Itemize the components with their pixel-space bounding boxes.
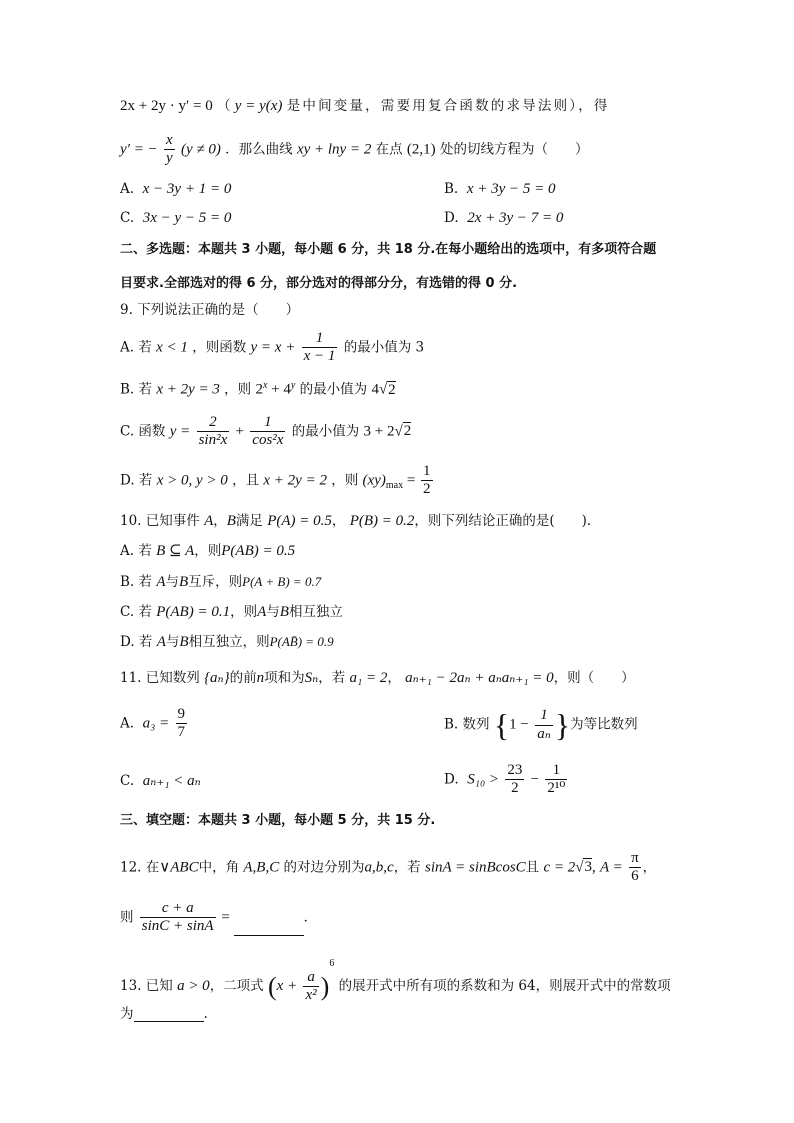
q13-frac [303, 969, 318, 1005]
q13-den: x² [305, 987, 317, 1003]
q11-option-a [120, 706, 189, 742]
q11-n: n [256, 670, 265, 686]
q9-d-mid: ，且 [232, 472, 260, 489]
q10-a-pre: A. 若 [120, 543, 152, 559]
q11-b-num: 1 [535, 707, 553, 725]
q8-line1 [120, 97, 610, 115]
q8-line1-text: 是中间变量，需要用复合函数的求导法则），得 [286, 98, 610, 114]
q10-c-m1: P(AB) = 0.1 [156, 604, 231, 620]
q12-mid4: 且 [525, 859, 540, 876]
q10-b: B [226, 513, 236, 529]
option-label: C. [120, 210, 135, 226]
q10-d-post: 相互独立，则 [188, 634, 270, 650]
q9-b-pre: B. 若 [120, 381, 153, 398]
q9-a-num: 1 [302, 330, 338, 348]
q9-b-coef: 4 [371, 381, 379, 398]
q11-option-d [444, 762, 569, 798]
q10-a: A [204, 513, 214, 529]
q8-line2 [120, 132, 588, 168]
q13-exp: 6 [329, 958, 335, 969]
q13-post: 的展开式中所有项的系数和为 64，则展开式中的常数项 [338, 978, 671, 994]
q9-d-pre: D. 若 [120, 472, 153, 489]
q9-option-a [120, 330, 424, 366]
q9-a-mid: ，则函数 [192, 339, 247, 356]
q11-b-frac [535, 707, 553, 743]
q12-eq: = [217, 909, 234, 926]
q11-b-den: aₙ [537, 725, 551, 742]
q11-d-num1: 23 [505, 762, 524, 780]
q13-line2: 为 [120, 1006, 134, 1022]
q10-b-m3: P(A + B) = 0.7 [242, 574, 322, 589]
q11-a-num: 9 [176, 706, 188, 724]
q8-option-d [444, 209, 563, 227]
q9-a-frac [302, 330, 338, 366]
q11-pre: 11. 已知数列 [120, 670, 200, 686]
q11-d-den1: 2 [511, 780, 519, 797]
q9-b-rad: 2 [388, 381, 396, 398]
q9-d-num: 1 [421, 463, 433, 481]
q12-cond: sinA = sinBcosC [424, 859, 526, 876]
section3-heading: 三、填空题：本题共 3 小题，每小题 5 分，共 15 分. [120, 813, 436, 828]
q9-d-frac [421, 463, 433, 499]
q12-tri: ∨ABC [159, 859, 199, 876]
q9-a-fn: y = x + [250, 339, 296, 356]
q9-d-cond2: x + 2y = 2 [263, 472, 327, 489]
q9-c-num2: 1 [250, 414, 285, 432]
q9-b-post: 的最小值为 [299, 381, 368, 398]
q11-option-b: B. 数列 {1 − $\frac{1}{\text{aₙ}}$ }为等比数列 [444, 707, 638, 743]
q10-pb: P(B) = 0.2 [349, 513, 415, 529]
q10-c-m2: A [257, 604, 267, 620]
q8-yprime: y′ = − [120, 141, 158, 158]
q10-d-m2: B [179, 634, 189, 650]
q11-d-num2: 1 [545, 762, 567, 780]
q9-c-den2: cos²x [252, 432, 284, 449]
q9-b-exp2: y [290, 380, 296, 391]
q12-a-num: π [629, 850, 641, 868]
q9-c-plus: + [235, 423, 244, 440]
q10-c-mid: ，则 [230, 604, 258, 620]
q9-c-pre: C. 函数 [120, 423, 166, 440]
q10-comma: ， [213, 513, 227, 529]
q12-line2-end: ． [303, 909, 318, 926]
q12-answer-blank[interactable] [234, 921, 304, 936]
q10-b-m2: B [178, 574, 189, 590]
q11-d-minus: − [530, 771, 540, 788]
q11-a1: a₁ = 2 [349, 670, 388, 686]
q11-d-label: D. [444, 771, 459, 788]
q9-d-mid2: ，则 [331, 472, 359, 489]
q9-a-post: 的最小值为 3 [343, 339, 425, 356]
q11-option-c [120, 772, 201, 790]
q9-c-den1: sin²x [198, 432, 228, 449]
q12-c-rad: 3 [584, 859, 592, 876]
q11-s: Sₙ [304, 670, 319, 686]
option-value: x − 3y + 1 = 0 [142, 181, 232, 197]
q13-mid: ，二项式 [209, 978, 264, 994]
q8-frac-den: y [165, 150, 173, 167]
q11-b-post: 为等比数列 [570, 716, 638, 733]
section2-heading-line2: 目要求.全部选对的得 6 分，部分选对的得部分分，有选错的得 0 分. [120, 276, 518, 291]
q9-b-base1: 2 [255, 381, 263, 398]
q9-c-post: 的最小值为 [291, 423, 360, 440]
option-label: A. [120, 181, 135, 197]
q9-option-c: C. 函数 y = $\frac{2}{\text{sin²x}}$ + $\frac{1}{\text{cos²x}}$ 的最小值为 3 + 2√2 [120, 414, 412, 449]
q9-d-eq: = [403, 472, 420, 489]
q8-point: (2,1) [406, 141, 436, 158]
q8-derivative-eq: 2x + 2y · y′ = 0 [120, 98, 213, 114]
q10-option-d [120, 633, 334, 651]
q9-stem: 9. 下列说法正确的是（ ） [120, 302, 300, 318]
q13-answer-blank[interactable] [134, 1007, 204, 1022]
option-label: D. [444, 210, 459, 226]
q10-c-post2: 相互独立 [288, 604, 343, 620]
q10-a-m2: P(AB) = 0.5 [221, 543, 296, 559]
q10-c-post: 与 [266, 604, 280, 620]
q10-mid: 满足 [235, 513, 263, 529]
q13-num: a [303, 969, 318, 987]
q10-d-m1: A [156, 634, 166, 650]
q11-b-one: 1 − [509, 716, 529, 733]
q10-a-m1: B ⊆ A [156, 543, 195, 559]
q11-a-frac [176, 706, 188, 742]
q12-mid3: ，若 [393, 859, 421, 876]
q10-c-pre: C. 若 [120, 604, 152, 620]
q13-pre: 13. 已知 [120, 978, 173, 994]
q11-a-lhs: a₃ = [142, 715, 170, 732]
q11-c-label: C. [120, 773, 135, 789]
q8-text3: 处的切线方程为（ ） [439, 141, 589, 158]
q12-end: ， [642, 859, 657, 876]
q10-d-m3: P(AB̄) = 0.9 [269, 634, 334, 649]
q11-c-expr: aₙ₊₁ < aₙ [142, 773, 201, 789]
q10-b-pre: B. 若 [120, 574, 153, 590]
q9-d-expr: (xy) [362, 472, 386, 489]
q8-text1: ．那么曲线 [225, 141, 293, 158]
q10-b-mid: 与 [165, 574, 179, 590]
q12-frac-den: sinC + sinA [141, 918, 214, 935]
q11-mid: 的前 [229, 670, 257, 686]
q9-c-num1: 2 [197, 414, 230, 432]
q10-a-mid: ，则 [194, 543, 222, 559]
q9-option-b: B. 若 x + 2y = 3 ，则 $2^x + 4^y$ 的最小值为 4√2 [120, 380, 396, 398]
q9-d-cond: x > 0, y > 0 [156, 472, 228, 489]
q10-post: ，则下列结论正确的是( ). [414, 513, 592, 529]
q13-line1: 13. 已知 a > 0，二项式 (x + $\frac{a}{\text{x²}}$ )$^6$ 的展开式中所有项的系数和为 64，则展开式中的常数项 [120, 958, 671, 1003]
q12-answer-frac [140, 900, 216, 936]
q8-frac [164, 132, 175, 168]
q9-a-pre: A. 若 [120, 339, 152, 356]
q12-line1: 12. 在∨ABC中，角 A,B,C 的对边分别为a,b,c，若 sinA = sinBcosC且 c = 2√3, A = $\frac{\pi}{6}$ ， [120, 850, 657, 885]
q8-paren: （ [217, 98, 231, 114]
q12-comma: , [591, 859, 596, 876]
q8-frac-num: x [164, 132, 175, 150]
option-value: 3x − y − 5 = 0 [142, 210, 232, 226]
q12-sides: a,b,c [364, 859, 394, 876]
q9-b-cond: x + 2y = 3 [156, 381, 220, 398]
option-value: x + 3y − 5 = 0 [466, 181, 556, 197]
q12-frac-num: c + a [140, 900, 216, 918]
q10-d-pre: D. 若 [120, 634, 153, 650]
q13-line2 [120, 1006, 208, 1022]
q9-option-d [120, 463, 435, 499]
q8-option-b [444, 180, 556, 198]
q11-d-den2: 2¹⁰ [547, 780, 566, 797]
q10-stem: 10. 已知事件 A，B满足 P(A) = 0.5， P(B) = 0.2，则下列结论正确的是( ). [120, 513, 592, 529]
q8-cond: (y ≠ 0) [180, 141, 221, 158]
q9-a-cond: x < 1 [156, 339, 188, 356]
q9-c-rad: 2 [403, 423, 412, 440]
q11-a-den: 7 [177, 724, 186, 741]
q8-intermediate: y = y(x) [234, 98, 283, 114]
q8-option-c [120, 209, 231, 227]
q9-c-val: 3 + 2 [363, 423, 395, 440]
q9-d-sub: max [385, 479, 404, 491]
q11-seq: {aₙ} [204, 670, 230, 686]
q11-d-frac1 [505, 762, 524, 798]
q10-b-post: 互斥，则 [188, 574, 243, 590]
q11-mid3: ，若 [318, 670, 346, 686]
q11-post: ，则（ ） [553, 670, 635, 686]
option-value: 2x + 3y − 7 = 0 [467, 210, 564, 226]
q12-line2-pre: 则 [120, 909, 134, 926]
q12-mid1: 中，角 [198, 859, 240, 876]
q9-a-den: x − 1 [303, 348, 336, 365]
q9-c-frac1 [197, 414, 230, 450]
q12-a-val: A = [600, 859, 623, 876]
option-label: B. [444, 181, 459, 197]
q10-c-m3: B [279, 604, 289, 620]
q12-a-den: 6 [631, 868, 639, 885]
q13-end: . [203, 1006, 208, 1022]
q9-b-plus: + 4 [267, 381, 291, 398]
q12-pre: 12. 在 [120, 859, 160, 876]
q12-angles: A,B,C [243, 859, 280, 876]
q8-text2: 在点 [375, 141, 403, 158]
q10-option-b [120, 573, 321, 591]
section2-heading-line1: 二、多选题：本题共 3 小题，每小题 6 分，共 18 分.在每小题给出的选项中，有多项符合题 [120, 242, 657, 257]
q10-option-a [120, 542, 295, 560]
q9-c-frac2 [250, 414, 285, 450]
q8-curve: xy + lny = 2 [296, 141, 372, 158]
q10-d-mid: 与 [165, 634, 180, 650]
q11-rec: aₙ₊₁ − 2aₙ + aₙaₙ₊₁ = 0 [405, 670, 554, 686]
q11-a-label: A. [120, 715, 135, 732]
q11-mid2: 项和为 [264, 670, 305, 686]
q10-option-c [120, 603, 343, 621]
q10-pre: 10. 已知事件 [120, 513, 200, 529]
q12-line2 [120, 900, 317, 936]
q9-c-y: y = [169, 423, 191, 440]
q12-a-frac [629, 850, 641, 886]
q11-d-lhs: S₁₀ > [467, 771, 500, 788]
q9-b-exp1: x [262, 380, 268, 391]
q10-b-m1: A [156, 574, 166, 590]
q13-cond: a > 0 [177, 978, 210, 994]
q10-pa: P(A) = 0.5 [267, 513, 332, 529]
q13-x: x + [276, 978, 298, 994]
q11-b-label: B. 数列 [444, 716, 490, 733]
q12-c-val: c = 2 [543, 859, 576, 876]
q11-d-frac2 [545, 762, 567, 798]
q9-d-den: 2 [423, 481, 431, 498]
q9-b-mid: ，则 [224, 381, 252, 398]
q8-option-a [120, 180, 231, 198]
q11-stem: 11. 已知数列 {aₙ}的前n项和为Sₙ，若 a₁ = 2， aₙ₊₁ − 2aₙ + aₙaₙ₊₁ = 0，则（ ） [120, 670, 635, 686]
q12-mid2: 的对边分别为 [283, 859, 365, 876]
